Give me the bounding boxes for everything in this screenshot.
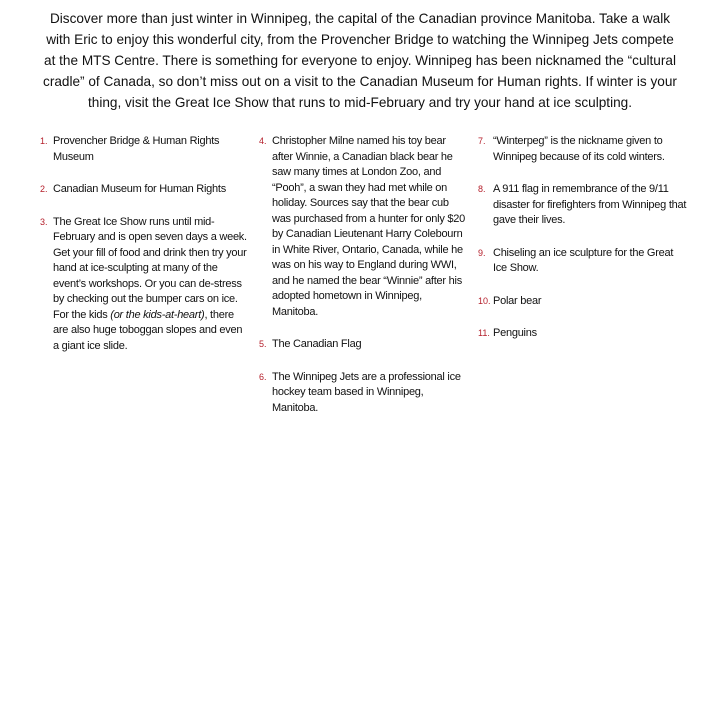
item-number: 6. — [259, 371, 267, 382]
item-text: The Winnipeg Jets are a professional ice hockey team based in Winnipeg, Manitoba. — [272, 370, 461, 414]
item-text: A 911 flag in remembrance of the 9/11 disaster for firefighters from Winnipeg that gave their lives. — [493, 183, 687, 226]
item-number: 10. — [478, 295, 491, 306]
list-item — [40, 182, 250, 198]
list-item — [478, 326, 688, 342]
item-text: Christopher Milne named his toy bear after Winnie, a Canadian black bear he saw many times at London Zoo, and “Pooh”, a swan they had met while on holiday. Sources say that the bear cub was purchased from a hunter for only $20 by Canadian Lieutenant Harry Colebourn in White River, Ontario, Canada, while he was on his way to England during WWI, and he named the bear “Winnie” after his adopted hometown in Winnipeg, Manitoba. — [272, 135, 466, 318]
item-text: The Canadian Flag — [272, 338, 362, 350]
list-item — [478, 134, 688, 165]
item-text: Penguins — [493, 327, 537, 339]
list-item — [40, 215, 250, 355]
answers-column-2 — [259, 134, 467, 433]
list-item — [259, 337, 467, 353]
item-number: 2. — [40, 184, 48, 194]
item-text: Provencher Bridge & Human Rights Museum — [53, 135, 220, 163]
list-item — [478, 182, 688, 229]
item-text: “Winterpeg” is the nickname given to Winnipeg because of its cold winters. — [493, 135, 665, 163]
list-item — [259, 370, 467, 417]
item-text-italic: (or the kids-at-heart) — [110, 308, 205, 321]
item-number: 11. — [478, 328, 490, 338]
item-text-part: The Great Ice Show runs until mid-February and is open seven days a week. Get your fill of food and drink then try your hand at ice-sculpting at many of the event’s workshops. Or you can de-stress by checking out the bumper cars on ice. For the kids — [53, 215, 247, 321]
answers-column-1 — [40, 134, 250, 371]
list-item — [40, 134, 250, 165]
answers-column-3 — [478, 134, 688, 359]
item-text-part: , there are also huge toboggan slopes and even a giant ice slide. — [53, 308, 243, 352]
list-item — [478, 246, 688, 277]
item-text: Polar bear — [493, 294, 542, 307]
item-text — [53, 215, 250, 355]
item-text: Canadian Museum for Human Rights — [53, 183, 226, 195]
list-item — [478, 294, 688, 310]
item-number: 8. — [478, 184, 486, 194]
item-number: 3. — [40, 216, 48, 227]
item-number: 5. — [259, 339, 267, 349]
item-number: 1. — [40, 136, 48, 146]
item-number: 4. — [259, 136, 267, 146]
item-text: Chiseling an ice sculpture for the Great Ice Show. — [493, 246, 674, 274]
intro-paragraph: Discover more than just winter in Winnipeg, the capital of the Canadian province Manitoba. Take a walk with Eric to enjoy this wonderful city, from the Provencher Bridge to watching the Winnipeg Jets compete at the MTS Centre. There is something for everyone to enjoy. Winnipeg has been nicknamed the “cultural cradle” of Canada, so don’t miss out on a visit to the Canadian Museum for Human rights. If winter is your thing, visit the Great Ice Show that runs to mid-February and try your hand at ice sculpting. — [43, 11, 677, 110]
item-number: 7. — [478, 136, 486, 146]
list-item — [259, 134, 467, 320]
item-number: 9. — [478, 247, 486, 258]
